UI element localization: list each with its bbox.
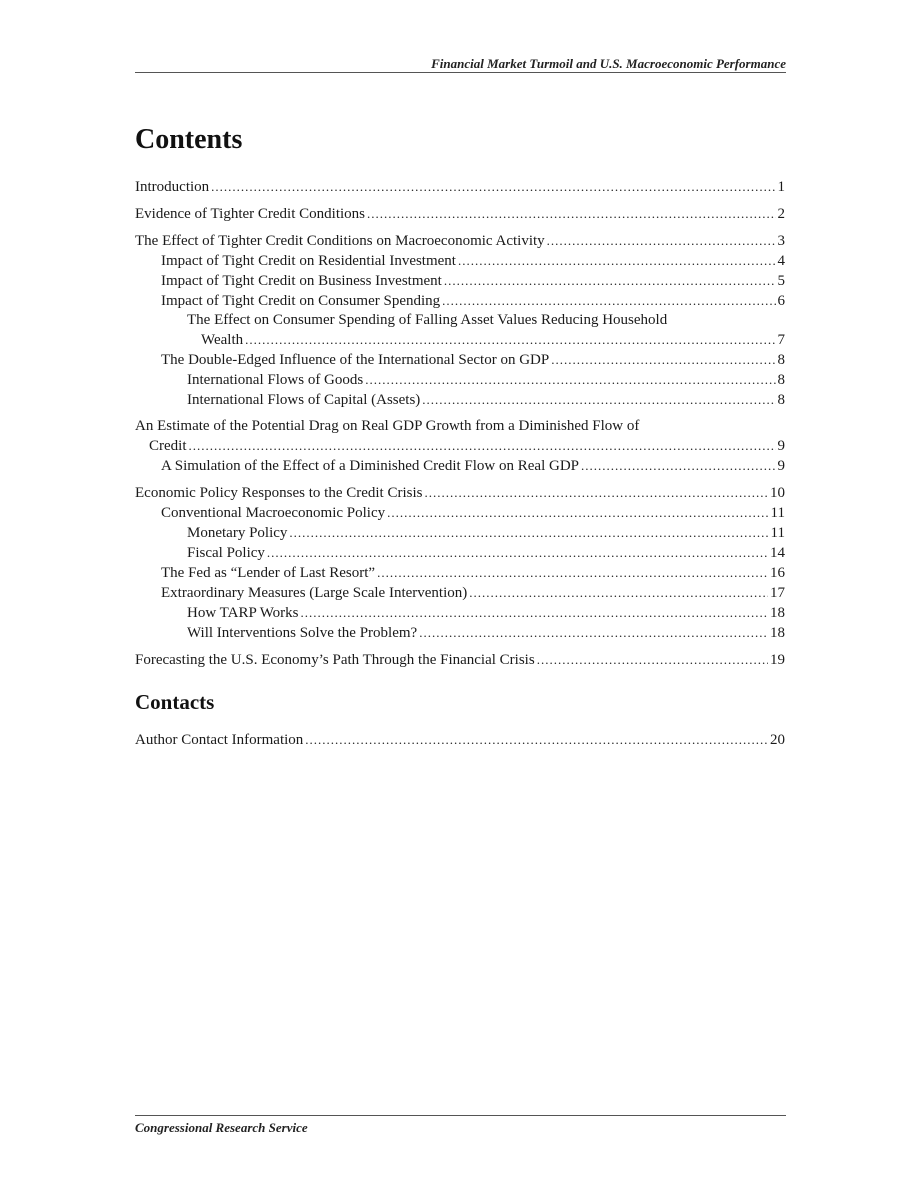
- header-rule: [135, 72, 786, 73]
- toc-entry-residential-investment[interactable]: Impact of Tight Credit on Residential Investment ..... 4: [135, 251, 785, 271]
- page-number: 7: [777, 332, 785, 348]
- page-number: 3: [777, 233, 785, 249]
- page-number: 4: [777, 253, 785, 269]
- toc-entry-how-tarp-works[interactable]: How TARP Works ..... 18: [135, 603, 785, 623]
- toc-entry-simulation[interactable]: A Simulation of the Effect of a Diminished Credit Flow on Real GDP ..... 9: [135, 456, 785, 476]
- toc-entry-conventional-policy[interactable]: Conventional Macroeconomic Policy ..... 11: [135, 503, 785, 523]
- toc-entry-author-contact[interactable]: Author Contact Information ..... 20: [135, 730, 785, 750]
- contacts-heading: Contacts: [135, 690, 215, 714]
- page-number: 18: [770, 605, 785, 621]
- page-number: 11: [770, 525, 785, 541]
- table-of-contents: [135, 177, 785, 677]
- page-number: 6: [777, 293, 785, 309]
- page-number: 11: [770, 505, 785, 521]
- running-header: Financial Market Turmoil and U.S. Macroeconomic Performance: [431, 56, 786, 71]
- contents-heading: Contents: [135, 124, 243, 155]
- page-number: 5: [777, 273, 785, 289]
- page-number: 16: [770, 565, 785, 581]
- running-footer: Congressional Research Service: [135, 1120, 308, 1135]
- footer-rule: [135, 1115, 786, 1116]
- toc-entry-estimate-drag[interactable]: An Estimate of the Potential Drag on Real GDP Growth from a Diminished Flow of Credit ..... 9: [135, 417, 785, 456]
- page-number: 1: [777, 179, 785, 195]
- toc-entry-interventions-solve[interactable]: Will Interventions Solve the Problem? ..... 18: [135, 623, 785, 643]
- page-number: 9: [777, 458, 785, 474]
- toc-entry-extraordinary-measures[interactable]: Extraordinary Measures (Large Scale Intervention) ..... 17: [135, 583, 785, 603]
- page-number: 10: [770, 485, 785, 501]
- page-number: 8: [777, 352, 785, 368]
- toc-entry-monetary-policy[interactable]: Monetary Policy ..... 11: [135, 523, 785, 543]
- page-number: 8: [777, 392, 785, 408]
- toc-entry-introduction[interactable]: Introduction ..... 1: [135, 177, 785, 197]
- toc-entry-flows-of-goods[interactable]: International Flows of Goods ..... 8: [135, 370, 785, 390]
- toc-entry-policy-responses[interactable]: Economic Policy Responses to the Credit Crisis ..... 10: [135, 483, 785, 503]
- toc-entry-evidence-tighter-credit[interactable]: Evidence of Tighter Credit Conditions ..... 2: [135, 204, 785, 224]
- toc-entry-business-investment[interactable]: Impact of Tight Credit on Business Investment ..... 5: [135, 271, 785, 291]
- toc-entry-lender-last-resort[interactable]: The Fed as “Lender of Last Resort” ..... 16: [135, 563, 785, 583]
- page-number: 14: [770, 545, 785, 561]
- toc-entry-falling-asset-values[interactable]: The Effect on Consumer Spending of Falling Asset Values Reducing Household Wealth ..... 7: [135, 311, 785, 350]
- toc-entry-consumer-spending[interactable]: Impact of Tight Credit on Consumer Spending ..... 6: [135, 291, 785, 311]
- toc-entry-forecasting[interactable]: Forecasting the U.S. Economy’s Path Through the Financial Crisis ..... 19: [135, 650, 785, 670]
- toc-entry-international-sector[interactable]: The Double-Edged Influence of the International Sector on GDP ..... 8: [135, 350, 785, 370]
- toc-entry-flows-of-capital[interactable]: International Flows of Capital (Assets) ..... 8: [135, 390, 785, 410]
- page-number: 20: [770, 732, 785, 748]
- page-number: 8: [777, 372, 785, 388]
- toc-entry-effect-tighter-credit[interactable]: The Effect of Tighter Credit Conditions on Macroeconomic Activity ..... 3: [135, 231, 785, 251]
- page-number: 19: [770, 652, 785, 668]
- contacts-list: [135, 730, 785, 757]
- page-number: 17: [770, 585, 785, 601]
- page-number: 18: [770, 625, 785, 641]
- page-number: 9: [777, 438, 785, 454]
- toc-entry-fiscal-policy[interactable]: Fiscal Policy ..... 14: [135, 543, 785, 563]
- page-number: 2: [777, 206, 785, 222]
